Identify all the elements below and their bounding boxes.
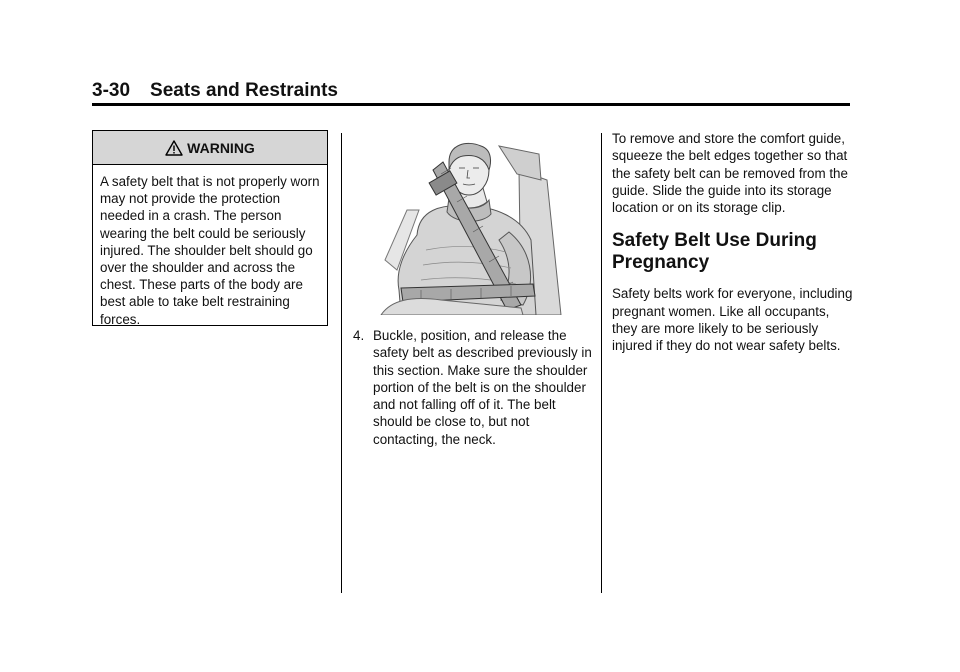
- header-rule: [92, 103, 850, 106]
- step-number: 4.: [353, 328, 365, 343]
- column-divider: [601, 133, 602, 593]
- list-item: [353, 327, 593, 448]
- warning-header: [93, 131, 327, 165]
- step-list: [353, 327, 593, 448]
- page-number: 3-30: [92, 80, 131, 101]
- step-text: Buckle, position, and release the safety belt as described previously in this section. Make sure the shoulder portion of the belt is on the shoulder and not falling off of it. The belt should be close to, but not contacting, the neck.: [373, 328, 592, 447]
- section-title: Seats and Restraints: [150, 80, 338, 101]
- warning-triangle-icon: [165, 140, 183, 156]
- warning-text: A safety belt that is not properly worn may not provide the protection needed in a crash. The person wearing the belt could be seriously injured. The shoulder belt should go over the shoulder and across the chest. These parts of the body are best able to take belt restraining forces.: [100, 174, 320, 327]
- right-column: [612, 130, 857, 355]
- warning-title: WARNING: [187, 139, 255, 156]
- seatbelt-illustration: [371, 140, 568, 315]
- comfort-guide-paragraph: To remove and store the comfort guide, squeeze the belt edges together so that the safety belt can be removed from the guide. Slide the guide into its storage location or on its storage clip.: [612, 131, 848, 216]
- section-heading: Safety Belt Use During Pregnancy: [612, 230, 817, 274]
- column-divider: [341, 133, 342, 593]
- warning-box: [92, 130, 328, 326]
- person-wearing-seatbelt-image: [371, 140, 568, 315]
- pregnancy-paragraph: Safety belts work for everyone, including pregnant women. Like all occupants, they are more likely to be seriously injured if they do not wear safety belts.: [612, 286, 853, 354]
